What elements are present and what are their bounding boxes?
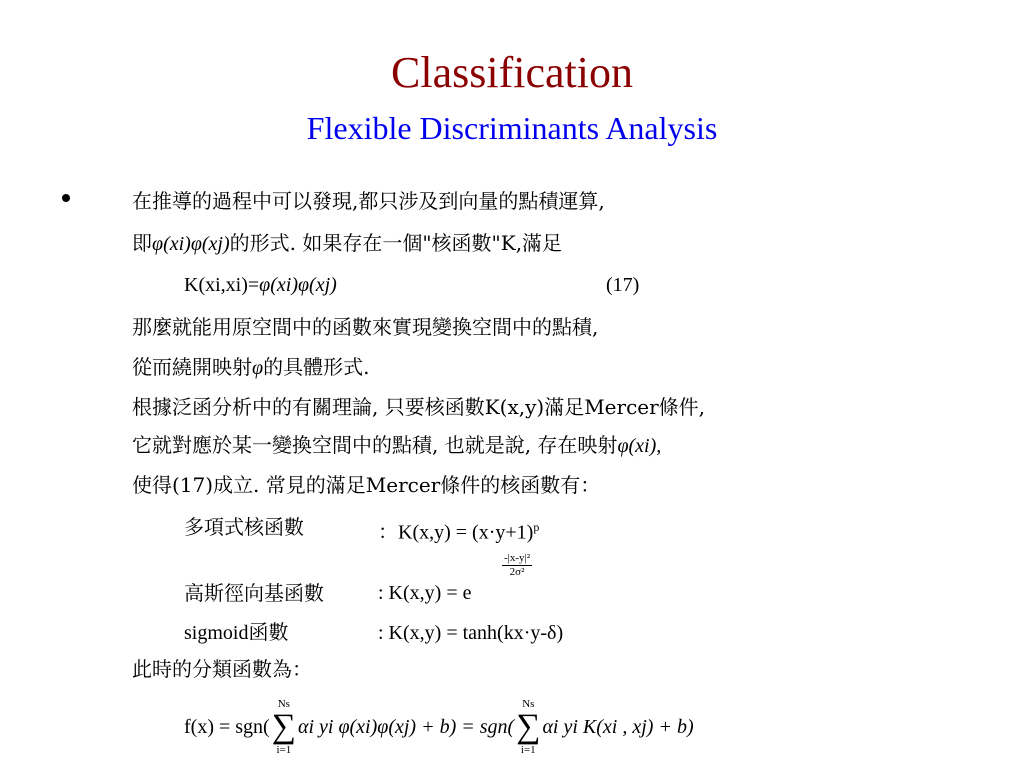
text-line-4 <box>132 354 369 381</box>
text-line-4-pre: 從而繞開映射 <box>132 355 252 379</box>
poly-kernel-expr: ：K(x,y) = (x·y+1) <box>378 521 534 544</box>
text-line-2 <box>132 230 562 257</box>
sigmoid-kernel-label: sigmoid函數 <box>184 622 289 644</box>
slide-title: Classification <box>391 48 633 97</box>
poly-kernel-formula <box>378 514 539 546</box>
text-line-6-pre: 它就對應於某一變換空間中的點積, 也就是說, 存在映射 <box>132 433 618 457</box>
equation-17 <box>184 272 337 298</box>
sigmoid-kernel-formula: : K(x,y) = tanh(kx·y-δ) <box>378 622 564 644</box>
text-line-5: 根據泛函分析中的有關理論, 只要核函數K(x,y)滿足Mercer條件, <box>132 395 706 419</box>
text-line-4-post: 的具體形式. <box>263 355 370 379</box>
equation-17-lhs: K(xi,xi)= <box>184 274 260 296</box>
equation-number: (17) <box>606 274 640 296</box>
gauss-exponent <box>500 552 532 579</box>
text-line-1: 在推導的過程中可以發現,都只涉及到向量的點積運算, <box>132 189 605 213</box>
f-middle: αi yi φ(xi)φ(xj) + b) = sgn( <box>297 716 515 738</box>
phi-symbol: φ <box>252 357 264 379</box>
summation-1 <box>272 698 296 756</box>
text-line-8: 此時的分類函數為： <box>132 657 312 681</box>
summation-2-upper: Ns <box>522 698 535 710</box>
f-left: f(x) = sgn( <box>184 716 270 738</box>
phi-mapping: φ(xi), <box>617 435 662 457</box>
equation-17-rhs: φ(xi)φ(xj) <box>259 274 337 296</box>
text-line-2-post: 的形式. 如果存在一個"核函數"K,滿足 <box>229 231 563 255</box>
summation-1-upper: Ns <box>277 698 290 710</box>
poly-kernel-exponent: p <box>533 520 540 534</box>
text-line-2-pre: 即 <box>132 231 152 255</box>
summation-2-lower: i=1 <box>520 744 536 756</box>
gauss-kernel-expr: : K(x,y) = e <box>378 582 472 604</box>
sigma-symbol-1: ∑ <box>271 708 296 745</box>
classification-function <box>184 698 694 756</box>
summation-1-lower: i=1 <box>276 744 292 756</box>
summation-2 <box>516 698 540 756</box>
text-line-7: 使得(17)成立. 常見的滿足Mercer條件的核函數有： <box>132 473 601 497</box>
slide-subtitle: Flexible Discriminants Analysis <box>306 110 718 146</box>
gauss-exponent-numerator: -|x-y|² <box>504 552 531 564</box>
text-line-3: 那麼就能用原空間中的函數來實現變換空間中的點積, <box>132 315 599 339</box>
sigma-symbol-2: ∑ <box>516 708 541 745</box>
f-right: αi yi K(xi , xj) + b) <box>542 716 694 738</box>
bullet-point <box>62 194 70 202</box>
gauss-exponent-denominator: 2σ² <box>509 566 525 578</box>
gauss-kernel-label: 高斯徑向基函數 <box>184 581 324 605</box>
phi-inner-product: φ(xi)φ(xj) <box>152 233 230 255</box>
text-line-6 <box>132 432 661 459</box>
poly-kernel-label: 多項式核函數 <box>184 515 304 539</box>
gauss-kernel-formula <box>378 580 471 606</box>
